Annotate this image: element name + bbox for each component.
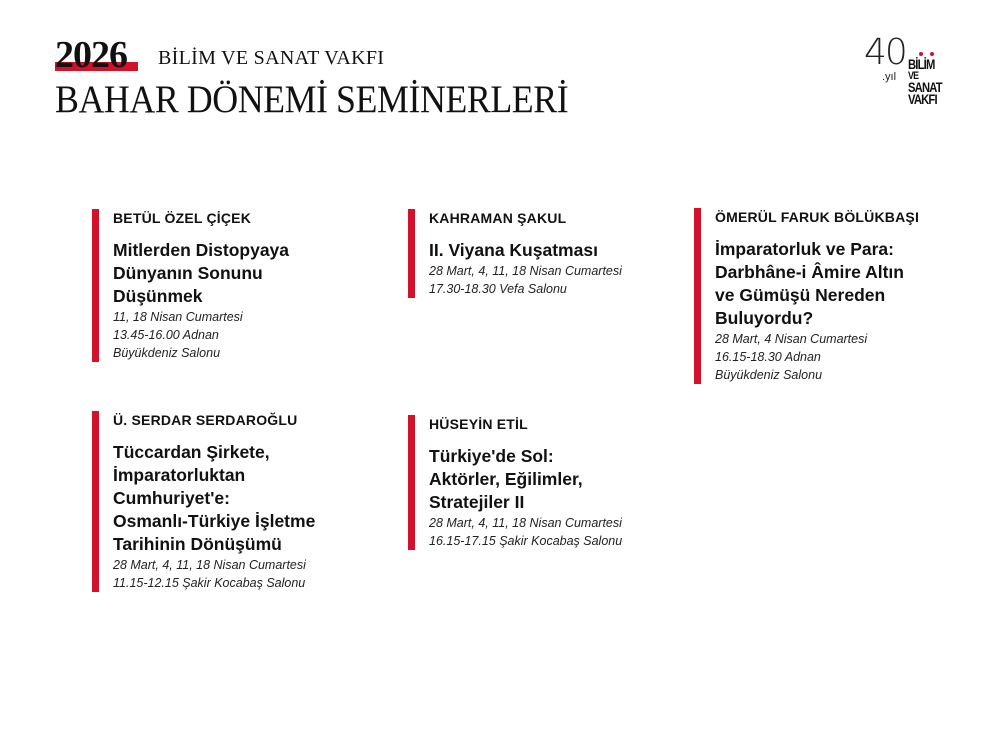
seminar-card (408, 415, 622, 550)
speaker-name: KAHRAMAN ŞAKUL (429, 210, 567, 226)
detail-line: 11.15-12.15 Şakir Kocabaş Salonu (113, 576, 306, 590)
detail-line: 28 Mart, 4, 11, 18 Nisan Cumartesi (429, 264, 622, 278)
title-line: Darbhâne-i Âmire Altın (715, 262, 904, 282)
title-line: Cumhuriyet'e: (113, 488, 230, 508)
accent-bar (694, 208, 701, 384)
logo-word: BİLİM (908, 56, 935, 72)
seminar-title (715, 238, 919, 330)
seminar-card (92, 411, 315, 592)
seminar-title (429, 239, 622, 262)
title-line: Osmanlı-Türkiye İşletme (113, 511, 316, 531)
detail-line: 11, 18 Nisan Cumartesi (113, 310, 243, 324)
title-line: Aktörler, Eğilimler, (429, 469, 583, 489)
title-line: Tarihinin Dönüşümü (113, 534, 282, 554)
speaker-name: ÖMERÜL FARUK BÖLÜKBAŞI (715, 209, 920, 225)
title-line: Türkiye'de Sol: (429, 446, 554, 466)
seminar-details (113, 556, 315, 592)
logo-word: VE (908, 70, 919, 82)
year: 2026 (55, 34, 127, 76)
title-line: Buluyordu? (715, 308, 814, 328)
logo (862, 32, 952, 116)
detail-line: 16.15-17.15 Şakir Kocabaş Salonu (429, 534, 623, 548)
detail-line: 28 Mart, 4 Nisan Cumartesi (715, 332, 868, 346)
seminar-title (113, 441, 315, 556)
speaker-name: BETÜL ÖZEL ÇİÇEK (113, 210, 252, 226)
detail-line: Büyükdeniz Salonu (715, 368, 823, 382)
logo-word: SANAT (908, 79, 942, 95)
detail-line: 28 Mart, 4, 11, 18 Nisan Cumartesi (113, 558, 306, 572)
seminar-card (92, 209, 289, 362)
speaker-name: Ü. SERDAR SERDAROĞLU (113, 412, 298, 428)
detail-line: 28 Mart, 4, 11, 18 Nisan Cumartesi (429, 516, 622, 530)
seminar-title (429, 445, 622, 514)
seminar-details (715, 330, 919, 384)
title-line: Mitlerden Distopyaya (113, 240, 290, 260)
page-title: BAHAR DÖNEMİ SEMİNERLERİ (55, 78, 569, 121)
speaker-name: HÜSEYİN ETİL (429, 416, 528, 432)
logo-word: VAKFI (908, 91, 937, 107)
title-line: İmparatorluk ve Para: (715, 239, 894, 259)
title-line: II. Viyana Kuşatması (429, 240, 598, 260)
title-line: İmparatorluktan (113, 465, 246, 485)
accent-bar (92, 411, 99, 592)
organization-name: BİLİM VE SANAT VAKFI (158, 47, 385, 69)
seminar-details (429, 514, 622, 550)
title-line: Dünyanın Sonunu (113, 263, 263, 283)
accent-bar (408, 415, 415, 550)
detail-line: 17.30-18.30 Vefa Salonu (429, 282, 567, 296)
seminar-details (429, 262, 622, 298)
detail-line: Büyükdeniz Salonu (113, 346, 221, 360)
accent-bar (408, 209, 415, 298)
accent-bar (92, 209, 99, 362)
seminar-card (694, 208, 919, 384)
title-line: ve Gümüşü Nereden (715, 285, 886, 305)
logo-suffix: .yıl (882, 71, 897, 83)
logo-number: 40 (864, 32, 906, 73)
title-line: Stratejiler II (429, 492, 525, 512)
title-line: Düşünmek (113, 286, 203, 306)
seminar-title (113, 239, 289, 308)
title-line: Tüccardan Şirkete, (113, 442, 270, 462)
detail-line: 13.45-16.00 Adnan (113, 328, 219, 342)
seminar-details (113, 308, 289, 362)
seminar-card (408, 209, 622, 298)
detail-line: 16.15-18.30 Adnan (715, 350, 821, 364)
